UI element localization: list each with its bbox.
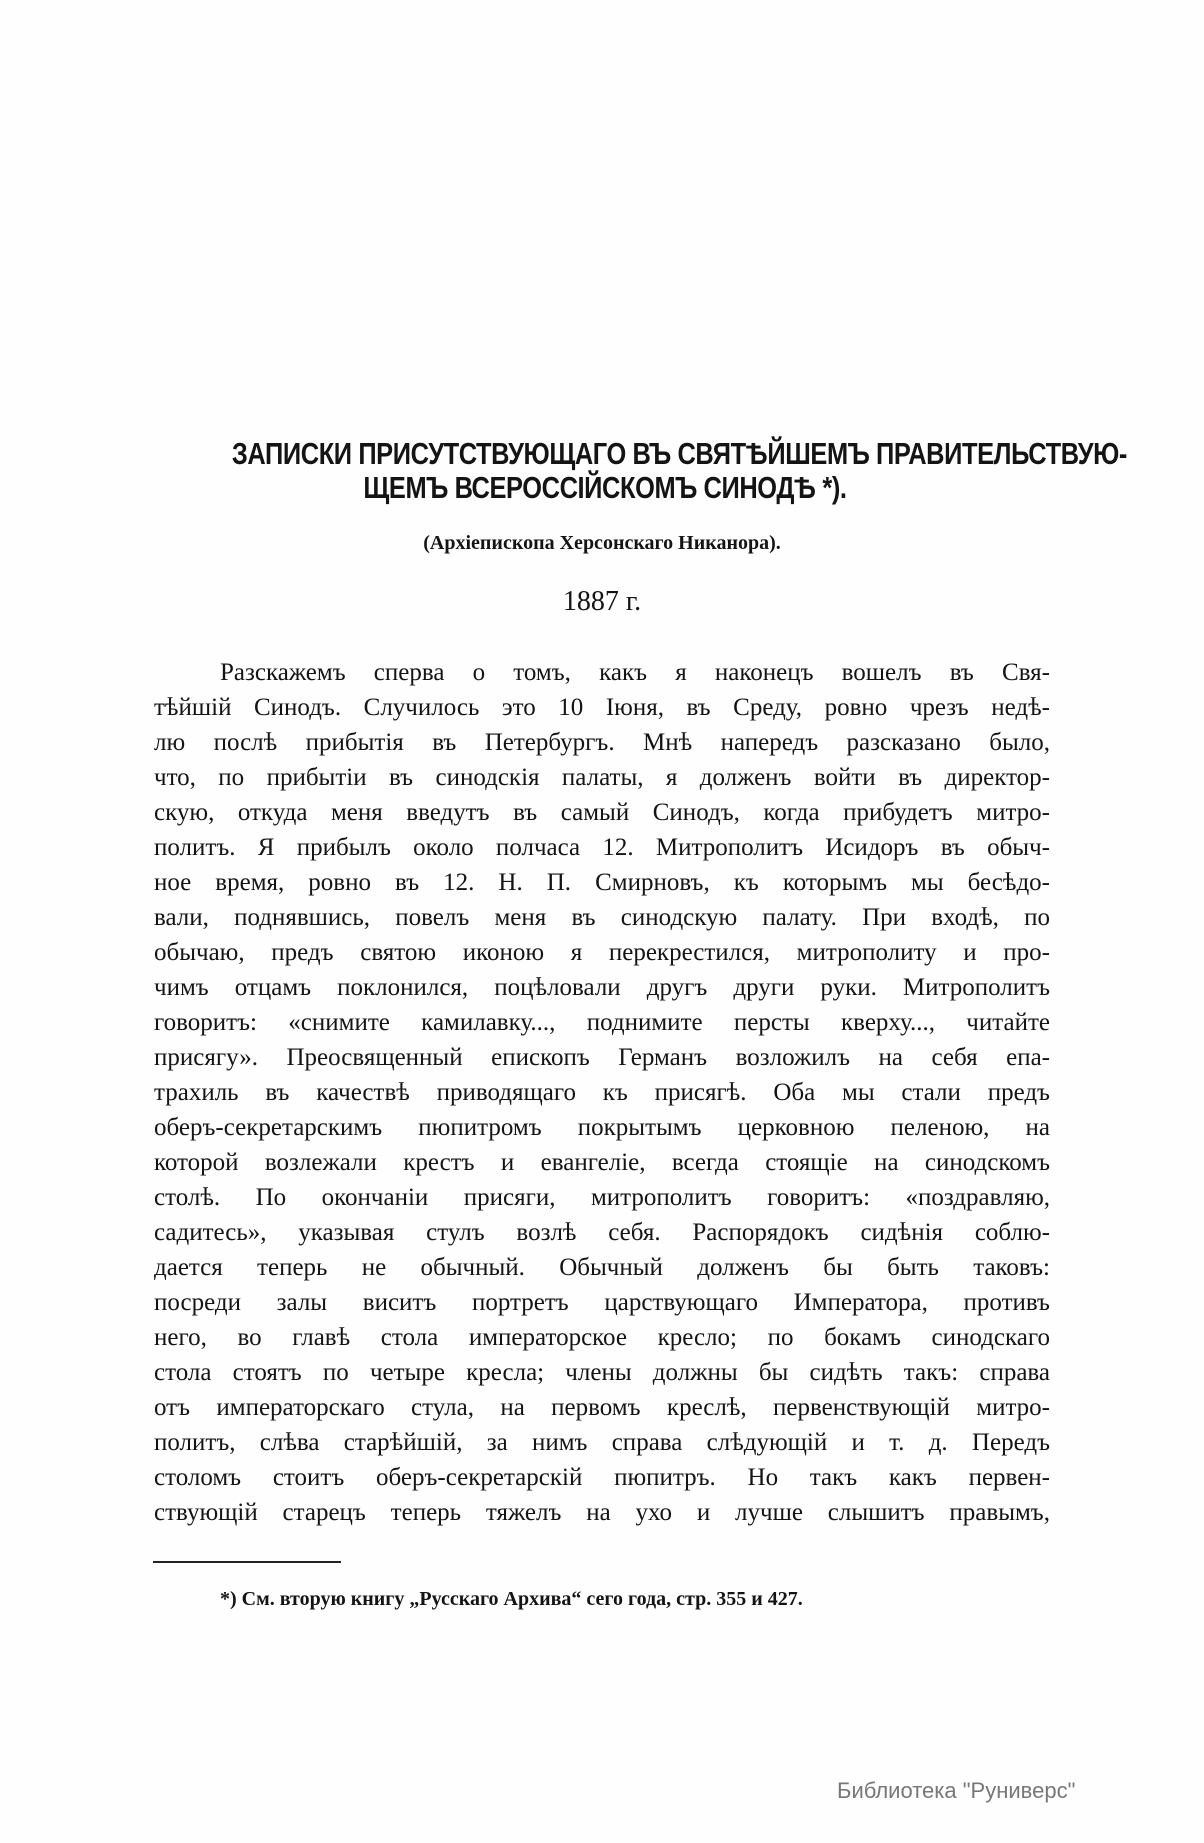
text-line: столомъ стоитъ оберъ-секретарскій пюпитръ. Но такъ какъ первен-	[154, 1464, 1050, 1491]
text-line: тѣйшій Синодъ. Случилось это 10 Іюня, въ Среду, ровно чрезъ недѣ-	[154, 694, 1050, 721]
text-line: говоритъ: «снимите камилавку..., поднимите персты кверху..., читайте	[154, 1009, 1050, 1036]
title-line-2: ЩЕМЪ ВСЕРОССІЙСКОМЪ СИНОДѢ *).	[363, 470, 847, 505]
library-watermark: Библиотека "Руниверс"	[837, 1778, 1076, 1803]
text-line: посреди залы виситъ портретъ царствующаго Императора, противъ	[154, 1289, 1050, 1316]
text-line: трахиль въ качествѣ приводящаго къ присягѣ. Оба мы стали предъ	[154, 1079, 1050, 1106]
author-subtitle: (Архіепископа Херсонскаго Никанора).	[423, 532, 781, 554]
text-line: обычаю, предъ святою иконою я перекрестился, митрополиту и про-	[154, 939, 1050, 966]
text-line: скую, откуда меня введутъ въ самый Синодъ, когда прибудетъ митро-	[154, 799, 1050, 826]
text-line: что, по прибытіи въ синодскія палаты, я долженъ войти въ директор-	[154, 764, 1050, 791]
text-line: присягу». Преосвященный епископъ Германъ возложилъ на себя епа-	[154, 1044, 1050, 1071]
footnote: *) См. вторую книгу „Русскаго Архива“ сего года, стр. 355 и 427.	[220, 1588, 803, 1610]
title-line-1: ЗАПИСКИ ПРИСУТСТВУЮЩАГО ВЪ СВЯТѢЙШЕМЪ ПРАВИТЕЛЬСТВУЮ-	[231, 436, 1127, 471]
body-text	[154, 655, 1050, 1530]
text-line: политъ, слѣва старѣйшій, за нимъ справа слѣдующій и т. д. Передъ	[154, 1429, 1050, 1456]
text-line: ное время, ровно въ 12. Н. П. Смирновъ, къ которымъ мы бесѣдо-	[154, 869, 1050, 896]
text-line: него, во главѣ стола императорское кресло; по бокамъ синодскаго	[154, 1324, 1050, 1351]
text-line: вали, поднявшись, повелъ меня въ синодскую палату. При входѣ, по	[154, 904, 1050, 931]
text-line: оберъ-секретарскимъ пюпитромъ покрытымъ церковною пеленою, на	[154, 1114, 1050, 1141]
text-line: чимъ отцамъ поклонился, поцѣловали другъ други руки. Митрополитъ	[154, 974, 1050, 1001]
year-heading: 1887 г.	[562, 586, 642, 617]
text-line: политъ. Я прибылъ около полчаса 12. Митрополитъ Исидоръ въ обыч-	[154, 834, 1050, 861]
text-line: лю послѣ прибытія въ Петербургъ. Мнѣ напередъ разсказано было,	[154, 729, 1050, 756]
text-line: которой возлежали крестъ и евангеліе, всегда стоящіе на синодскомъ	[154, 1149, 1050, 1176]
footnote-divider	[153, 1561, 341, 1563]
text-line: отъ императорскаго стула, на первомъ креслѣ, первенствующій митро-	[154, 1394, 1050, 1421]
text-line: столѣ. По окончаніи присяги, митрополитъ говоритъ: «поздравляю,	[154, 1184, 1050, 1211]
text-line: Разскажемъ сперва о томъ, какъ я наконецъ вошелъ въ Свя-	[220, 659, 1050, 686]
text-line: ствующій старецъ теперь тяжелъ на ухо и лучше слышитъ правымъ,	[154, 1499, 1050, 1526]
text-line: садитесь», указывая стулъ возлѣ себя. Распорядокъ сидѣнія соблю-	[154, 1219, 1050, 1246]
text-line: стола стоятъ по четыре кресла; члены должны бы сидѣть такъ: справа	[154, 1359, 1050, 1386]
text-line: дается теперь не обычный. Обычный долженъ бы быть таковъ:	[154, 1254, 1050, 1281]
